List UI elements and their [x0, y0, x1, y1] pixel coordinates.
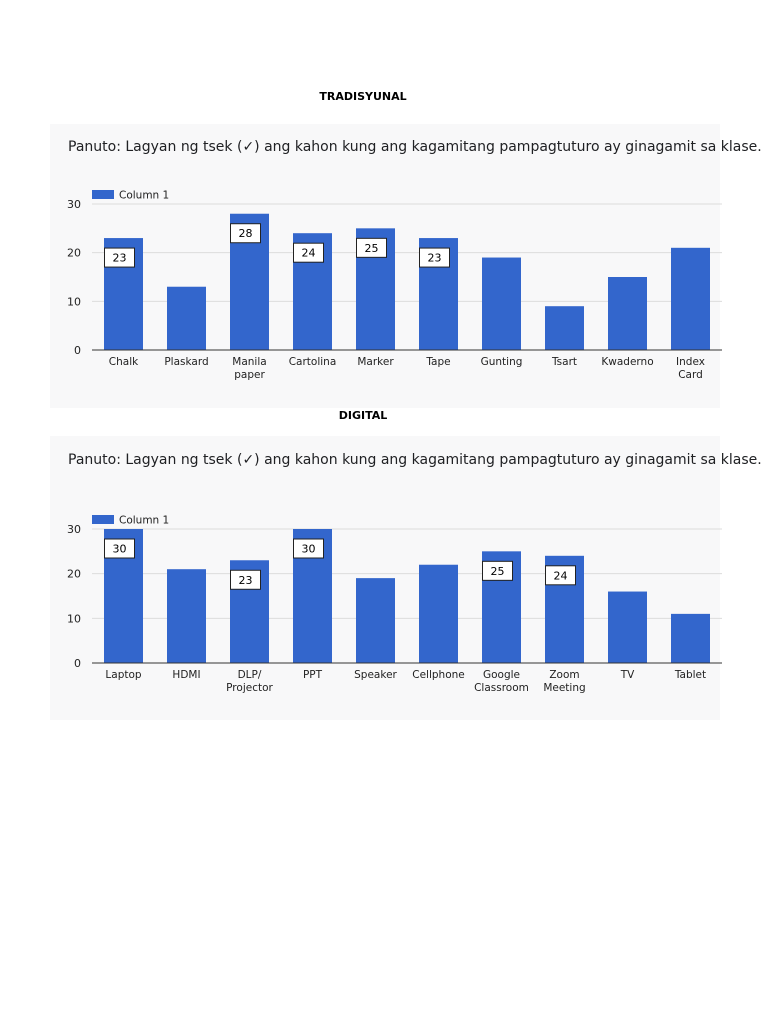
- x-tick-label-line: Laptop: [105, 669, 142, 681]
- x-tick-label-line: Kwaderno: [601, 356, 654, 368]
- bar: [356, 578, 395, 663]
- bar: [482, 258, 521, 350]
- data-label: 28: [238, 227, 253, 241]
- chart-panel-tradisyunal: [50, 124, 762, 408]
- bar: [545, 306, 584, 350]
- x-tick-label: [601, 356, 653, 368]
- x-tick-label: [357, 356, 394, 368]
- data-label: 25: [364, 241, 379, 255]
- x-tick-label-line: Tape: [426, 356, 451, 368]
- bar: [167, 287, 206, 350]
- x-tick-label: [172, 669, 200, 681]
- x-tick-label-line: Gunting: [480, 356, 523, 368]
- legend-label: Column 1: [119, 189, 170, 202]
- data-label: 25: [490, 564, 505, 578]
- x-tick-label: [620, 669, 635, 681]
- x-tick-label-line: Classroom: [474, 682, 529, 694]
- bar-chart-tradisyunal: [50, 124, 720, 408]
- x-tick-label-line: Tablet: [674, 669, 707, 681]
- chart-panel-digital: [50, 436, 762, 720]
- x-tick-label-line: Zoom: [549, 669, 580, 681]
- y-tick-label: 30: [67, 198, 81, 211]
- y-tick-label: 30: [67, 523, 81, 536]
- legend-label: Column 1: [119, 514, 170, 527]
- section-heading-digital: DIGITAL: [338, 409, 388, 422]
- data-label: 30: [301, 542, 316, 556]
- data-label: 23: [238, 573, 253, 587]
- x-tick-label-line: DLP/: [237, 669, 262, 681]
- bar: [671, 614, 710, 663]
- x-tick-label: [164, 356, 208, 368]
- legend-swatch: [92, 190, 114, 199]
- x-tick-label: [474, 669, 529, 694]
- bar: [608, 277, 647, 350]
- data-label: 24: [301, 246, 316, 260]
- x-tick-label: [226, 669, 273, 694]
- x-tick-label-line: Speaker: [354, 669, 397, 681]
- data-label: 24: [553, 569, 568, 583]
- y-tick-label: 10: [67, 295, 81, 309]
- x-tick-label-line: Plaskard: [164, 356, 209, 368]
- y-tick-label: 10: [67, 612, 81, 626]
- x-tick-label: [109, 356, 139, 368]
- x-tick-label-line: paper: [234, 369, 265, 381]
- x-tick-label: [412, 669, 465, 681]
- section-heading-tradisyunal: TRADISYUNAL: [319, 90, 407, 103]
- data-label: 30: [112, 542, 127, 556]
- x-tick-label: [354, 669, 397, 681]
- bar: [167, 569, 206, 663]
- data-label: 23: [112, 251, 127, 265]
- x-tick-label-line: Marker: [357, 356, 394, 368]
- y-tick-label: 20: [67, 246, 81, 260]
- y-tick-label: 20: [67, 567, 81, 581]
- x-tick-label-line: Manila: [232, 356, 267, 368]
- bar: [608, 592, 647, 663]
- bar-chart-digital: [50, 436, 720, 720]
- x-tick-label-line: Meeting: [543, 682, 586, 694]
- x-tick-label: [674, 669, 706, 681]
- x-tick-label: [232, 356, 266, 381]
- instruction-text: Panuto: Lagyan ng tsek (✓) ang kahon kung ang kagamitang pampagtuturo ay ginagamit sa klase.: [68, 139, 762, 155]
- x-tick-label-line: Projector: [226, 682, 273, 694]
- data-label: 23: [427, 251, 442, 265]
- x-tick-label: [481, 356, 523, 368]
- x-tick-label: [425, 356, 450, 368]
- x-tick-label-line: HDMI: [172, 669, 201, 681]
- x-tick-label-line: Card: [678, 369, 703, 381]
- x-tick-label: [543, 669, 585, 694]
- y-tick-label: 0: [74, 657, 81, 670]
- x-tick-label-line: Cellphone: [412, 669, 465, 681]
- instruction-text: Panuto: Lagyan ng tsek (✓) ang kahon kung ang kagamitang pampagtuturo ay ginagamit sa klase.: [68, 452, 762, 468]
- x-tick-label: [551, 356, 577, 368]
- y-tick-label: 0: [74, 344, 81, 357]
- x-tick-label: [303, 669, 323, 681]
- x-tick-label-line: TV: [620, 669, 635, 681]
- x-tick-label-line: Tsart: [551, 356, 578, 368]
- x-tick-label: [289, 356, 337, 368]
- x-tick-label: [676, 356, 705, 381]
- legend-swatch: [92, 515, 114, 524]
- bar: [671, 248, 710, 350]
- x-tick-label-line: Google: [482, 669, 521, 681]
- x-tick-label-line: PPT: [302, 669, 323, 681]
- x-tick-label-line: Chalk: [108, 356, 139, 368]
- bar: [419, 565, 458, 663]
- x-tick-label: [105, 669, 141, 681]
- x-tick-label-line: Index: [676, 356, 705, 368]
- x-tick-label-line: Cartolina: [288, 356, 337, 368]
